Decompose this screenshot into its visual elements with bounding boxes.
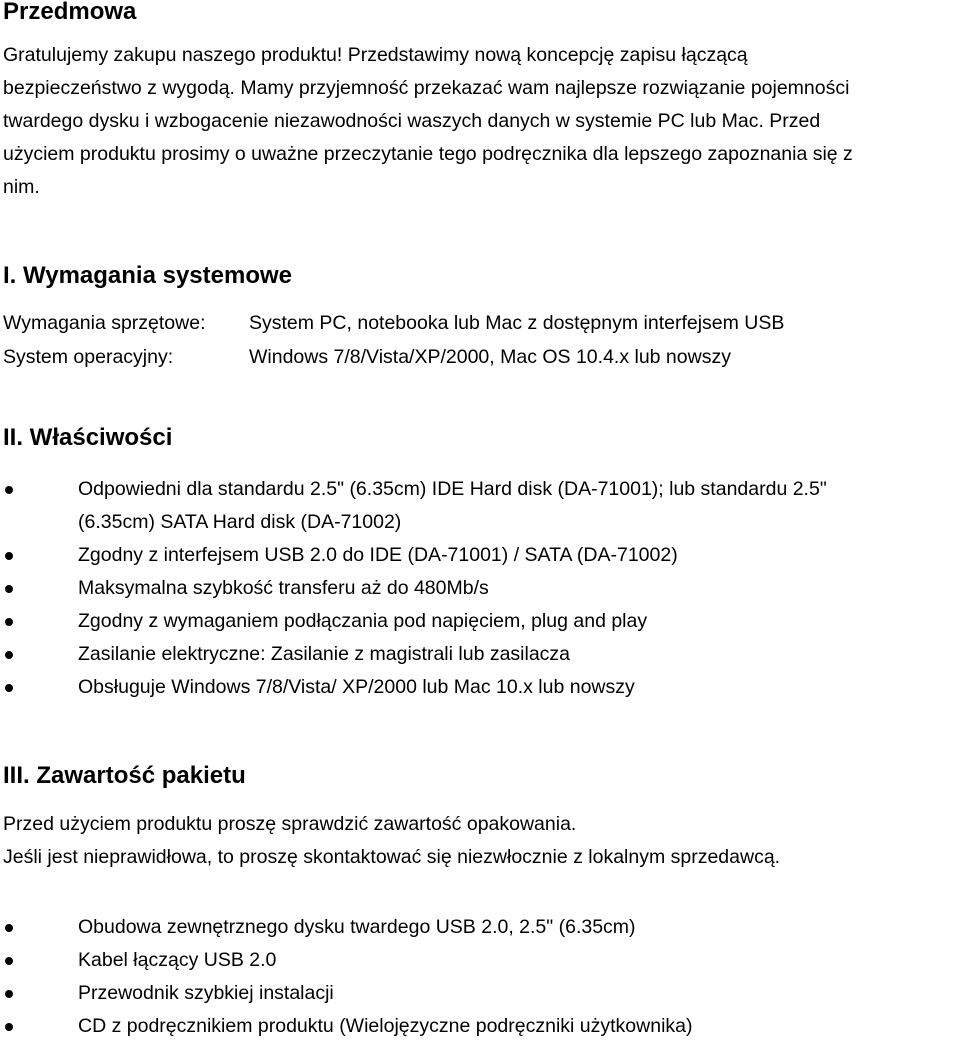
list-item (0, 944, 958, 977)
requirement-label: System operacyjny: (3, 346, 174, 368)
package-heading: III. Zawartość pakietu (3, 762, 246, 789)
bullet-icon (5, 486, 13, 494)
list-item (0, 1010, 958, 1043)
preface-line: nim. (3, 176, 40, 198)
bullet-icon (5, 924, 13, 932)
package-item: Kabel łączący USB 2.0 (78, 949, 277, 971)
preface-line: Gratulujemy zakupu naszego produktu! Przedstawimy nową koncepcję zapisu łączącą (3, 44, 748, 66)
package-item: Przewodnik szybkiej instalacji (78, 982, 334, 1004)
feature-line: Zgodny z wymaganiem podłączania pod napięciem, plug and play (78, 610, 648, 632)
list-item (0, 911, 958, 944)
list-item (0, 671, 958, 704)
bullet-icon (5, 957, 13, 965)
preface-line: twardego dysku i wzbogacenie niezawodności waszych danych w systemie PC lub Mac. Przed (3, 110, 821, 132)
bullet-icon (5, 990, 13, 998)
list-item (0, 638, 958, 671)
list-item (0, 605, 958, 638)
package-item: Obudowa zewnętrznego dysku twardego USB 2.0, 2.5" (6.35cm) (78, 916, 636, 938)
requirement-value: Windows 7/8/Vista/XP/2000, Mac OS 10.4.x lub nowszy (249, 346, 731, 368)
feature-line: Zgodny z interfejsem USB 2.0 do IDE (DA-71001) / SATA (DA-71002) (78, 544, 678, 566)
features-heading: II. Właściwości (3, 424, 173, 451)
list-item (0, 572, 958, 605)
preface-line: użyciem produktu prosimy o uważne przeczytanie tego podręcznika dla lepszego zapoznania się z (3, 143, 853, 165)
package-intro (3, 808, 953, 874)
requirements-heading: I. Wymagania systemowe (3, 262, 293, 289)
bullet-icon (5, 651, 13, 659)
preface-line: bezpieczeństwo z wygodą. Mamy przyjemność przekazać wam najlepsze rozwiązanie pojemności (3, 77, 850, 99)
bullet-icon (5, 1023, 13, 1031)
package-intro-line: Przed użyciem produktu proszę sprawdzić zawartość opakowania. (3, 813, 577, 835)
requirement-label: Wymagania sprzętowe: (3, 312, 206, 334)
feature-line: (6.35cm) SATA Hard disk (DA-71002) (78, 511, 402, 533)
list-item (0, 539, 958, 572)
package-intro-line: Jeśli jest nieprawidłowa, to proszę skontaktować się niezwłocznie z lokalnym sprzedawcą. (3, 846, 781, 868)
bullet-icon (5, 585, 13, 593)
features-list (0, 473, 958, 704)
bullet-icon (5, 684, 13, 692)
feature-line: Zasilanie elektryczne: Zasilanie z magistrali lub zasilacza (78, 643, 571, 665)
list-item (0, 977, 958, 1010)
preface-heading: Przedmowa (3, 0, 137, 25)
package-list (0, 911, 958, 1043)
bullet-icon (5, 552, 13, 560)
requirement-value: System PC, notebooka lub Mac z dostępnym interfejsem USB (249, 312, 785, 334)
package-item: CD z podręcznikiem produktu (Wielojęzyczne podręczniki użytkownika) (78, 1015, 693, 1037)
list-item (0, 473, 958, 539)
bullet-icon (5, 618, 13, 626)
feature-line: Obsługuje Windows 7/8/Vista/ XP/2000 lub Mac 10.x lub nowszy (78, 676, 635, 698)
feature-line: Odpowiedni dla standardu 2.5" (6.35cm) IDE Hard disk (DA-71001); lub standardu 2.5" (78, 478, 827, 500)
preface-paragraph (3, 39, 953, 204)
feature-line: Maksymalna szybkość transferu aż do 480Mb/s (78, 577, 489, 599)
